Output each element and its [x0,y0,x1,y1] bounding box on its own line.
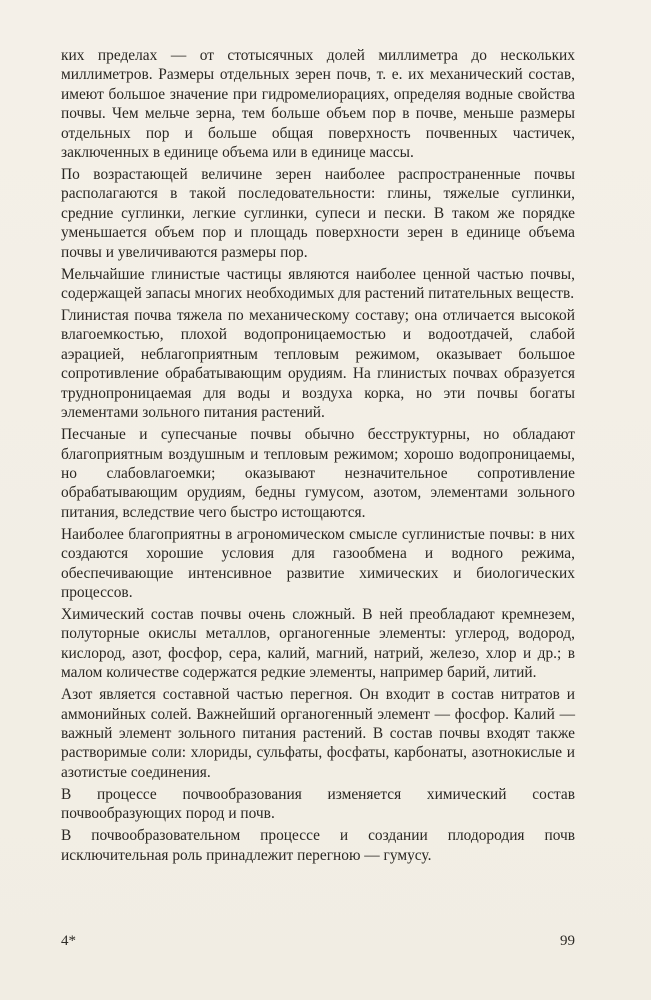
paragraph: Песчаные и супесчаные почвы обычно бесструктурны, но обладают благоприятным воздушным и тепловым режимом; хорошо водопроницаемы, но слабовлагоемки; оказывают незначительное сопротивление обрабатывающим орудиям, бедны гумусом, азотом, элементами зольного питания, вследствие чего быстро истощаются. [61,426,575,521]
paragraph: В процессе почвообразования изменяется химический состав почвообразующих пород и почв. [61,785,575,823]
signature-mark: 4* [61,933,76,949]
body-text [61,46,575,868]
paragraph: ких пределах — от стотысячных долей миллиметра до нескольких миллиметров. Размеры отдельных зерен почв, т. е. их механический состав, имеют большое значение при гидромелиорациях, определяя водные свойства почвы. Чем мельче зерна, тем больше объем пор в почве, меньше размеры отдельных пор и больше общая поверхность почвенных частичек, заключенных в единице объема или в единице массы. [61,47,575,162]
paragraph: В почвообразовательном процессе и создании плодородия почв исключительная роль принадлежит перегною — гумусу. [61,827,575,864]
paragraph: Глинистая почва тяжела по механическому составу; она отличается высокой влагоемкостью, плохой водопроницаемостью и водоотдачей, слабой аэрацией, неблагоприятным тепловым режимом, оказывает большое сопротивление обрабатывающим орудиям. На глинистых почвах образуется труднопроницаемая для воды и воздуха корка, но эти почвы богаты элементами зольного питания растений. [61,307,575,422]
paragraph: Химический состав почвы очень сложный. В ней преобладают кремнезем, полуторные окислы металлов, органогенные элементы: углерод, водород, кислород, азот, фосфор, сера, калий, магний, натрий, железо, хлор и др.; в малом количестве содержатся редкие элементы, например барий, литий. [61,605,575,682]
paragraph: Азот является составной частью перегноя. Он входит в состав нитратов и аммонийных солей. Важнейший органогенный элемент — фосфор. Калий — важный элемент зольного питания растений. В состав почвы входят также растворимые соли: хлориды, сульфаты, фосфаты, карбонаты, азотнокислые и азотистые соединения. [61,686,575,781]
paragraph: Мельчайшие глинистые частицы являются наиболее ценной частью почвы, содержащей запасы многих необходимых для растений питательных веществ. [61,265,575,303]
paragraph: Наиболее благоприятны в агрономическом смысле суглинистые почвы: в них создаются хорошие условия для газообмена и водного режима, обеспечивающие интенсивное развитие химических и биологических процессов. [61,525,575,601]
paragraph: По возрастающей величине зерен наиболее распространенные почвы располагаются в такой последовательности: глины, тяжелые суглинки, средние суглинки, легкие суглинки, супеси и пески. В таком же порядке уменьшается объем пор и площадь поверхности зерен в единице объема почвы и увеличиваются размеры пор. [61,166,575,261]
page-number: 99 [560,933,575,949]
